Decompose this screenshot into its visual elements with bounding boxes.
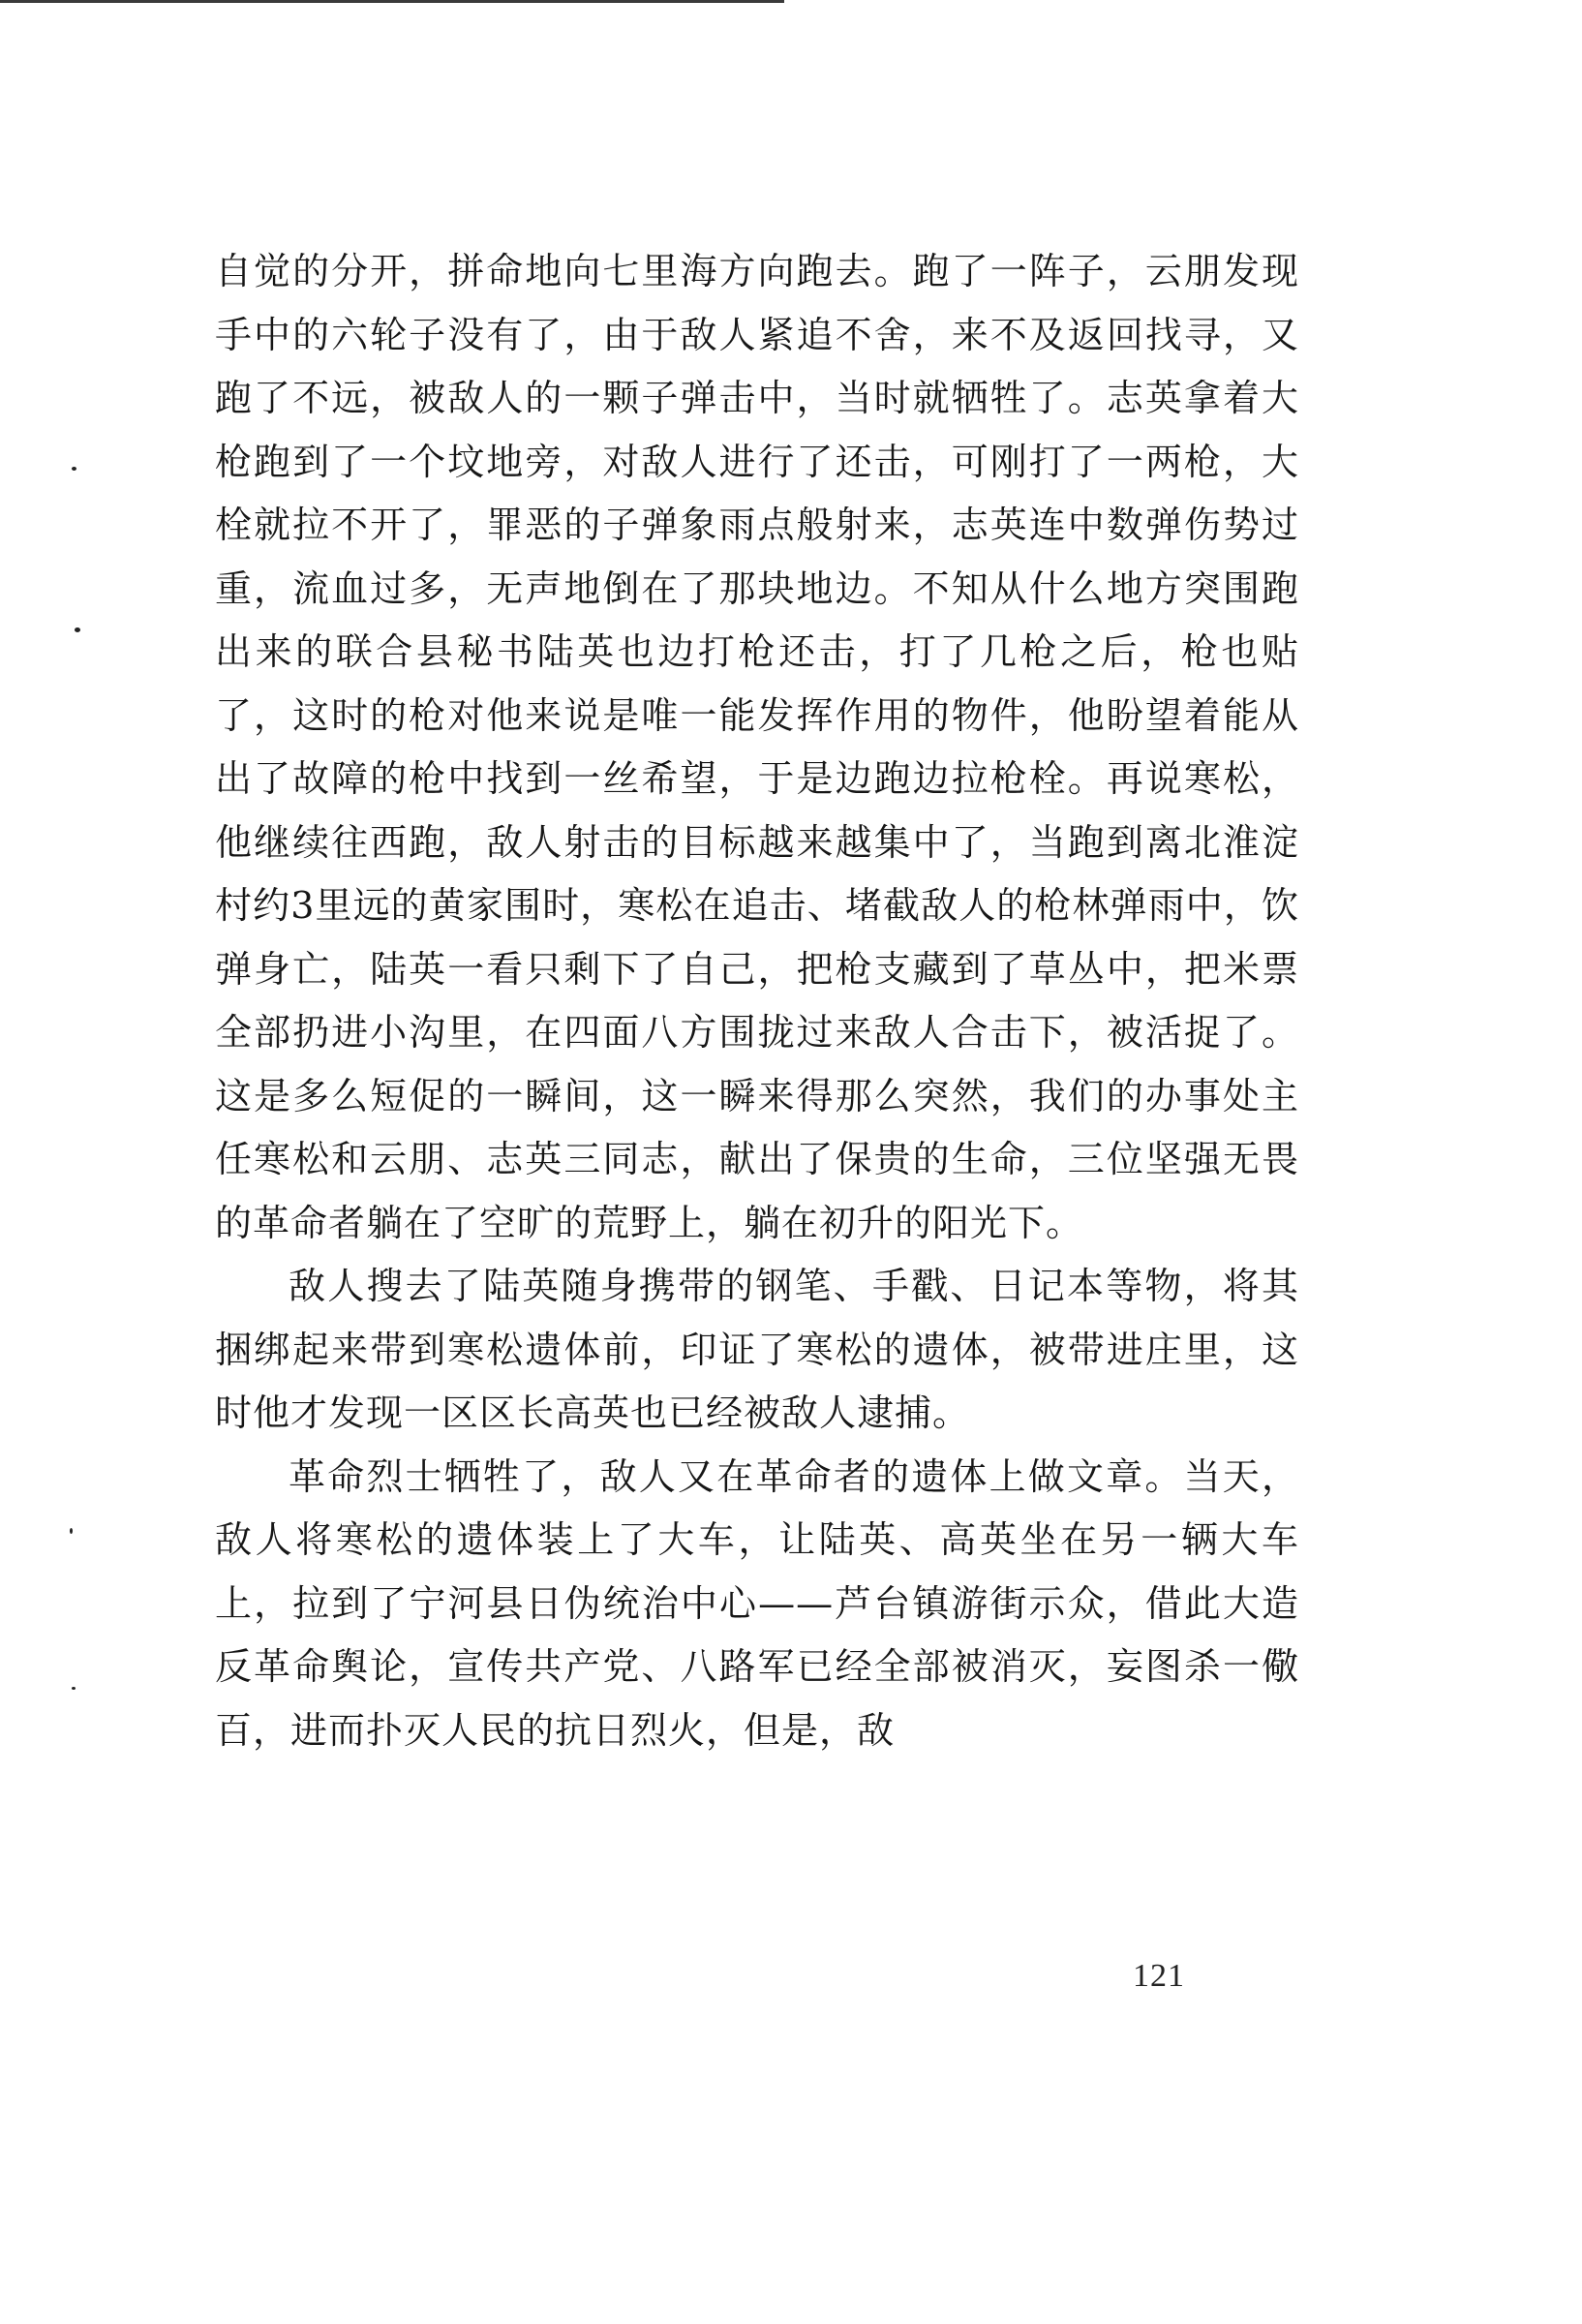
paragraph-3: 革命烈士牺牲了，敌人又在革命者的遗体上做文章。当天，敌人将寒松的遗体装上了大车，让陆英、高英坐在另一辆大车上，拉到了宁河县日伪统治中心——芦台镇游街示众，借此大造反革命舆论，宣传共产党、八路军已经全部被消灭，妄图杀一儆百，进而扑灭人民的抗日烈火，但是，敌 — [215, 1454, 1299, 1752]
paragraph-1: 自觉的分开，拼命地向七里海方向跑去。跑了一阵子，云朋发现手中的六轮子没有了，由于敌人紧追不舍，来不及返回找寻，又跑了不远，被敌人的一颗子弹击中，当时就牺牲了。志英拿着大枪跑到了一个坟地旁，对敌人进行了还击，可刚打了一两枪，大栓就拉不开了，罪恶的子弹象雨点般射来，志英连中数弹伤势过重，流血过多，无声地倒在了那块地边。不知从什么地方突围跑出来的联合县秘书陆英也边打枪还击，打了几枪之后，枪也贴了，这时的枪对他来说是唯一能发挥作用的物件，他盼望着能从出了故障的枪中找到一丝希望，于是边跑边拉枪栓。再说寒松，他继续往西跑，敌人射击的目标越来越集中了，当跑到离北淮淀村约3里远的黄家围时，寒松在追击、堵截敌人的枪林弹雨中，饮弹身亡，陆英一看只剩下了自己，把枪支藏到了草丛中，把米票全部扔进小沟里，在四面八方围拢过来敌人合击下，被活捉了。这是多么短促的一瞬间，这一瞬来得那么突然，我们的办事处主任寒松和云朋、志英三同志，献出了保贵的生命，三位坚强无畏的革命者躺在了空旷的荒野上，躺在初升的阳光下。 — [215, 250, 1299, 1244]
scan-speck — [72, 467, 76, 471]
page-body — [215, 240, 1299, 1762]
scan-speck — [72, 1687, 76, 1690]
scan-speck — [70, 1528, 73, 1534]
paragraph-2: 敌人搜去了陆英随身携带的钢笔、手戳、日记本等物，将其捆绑起来带到寒松遗体前，印证了寒松的遗体，被带进庄里，这时他才发现一区区长高英也已经被敌人逮捕。 — [215, 1265, 1299, 1434]
top-rule — [0, 0, 784, 3]
scan-speck — [75, 627, 80, 632]
page-number: 121 — [1133, 1958, 1185, 1994]
